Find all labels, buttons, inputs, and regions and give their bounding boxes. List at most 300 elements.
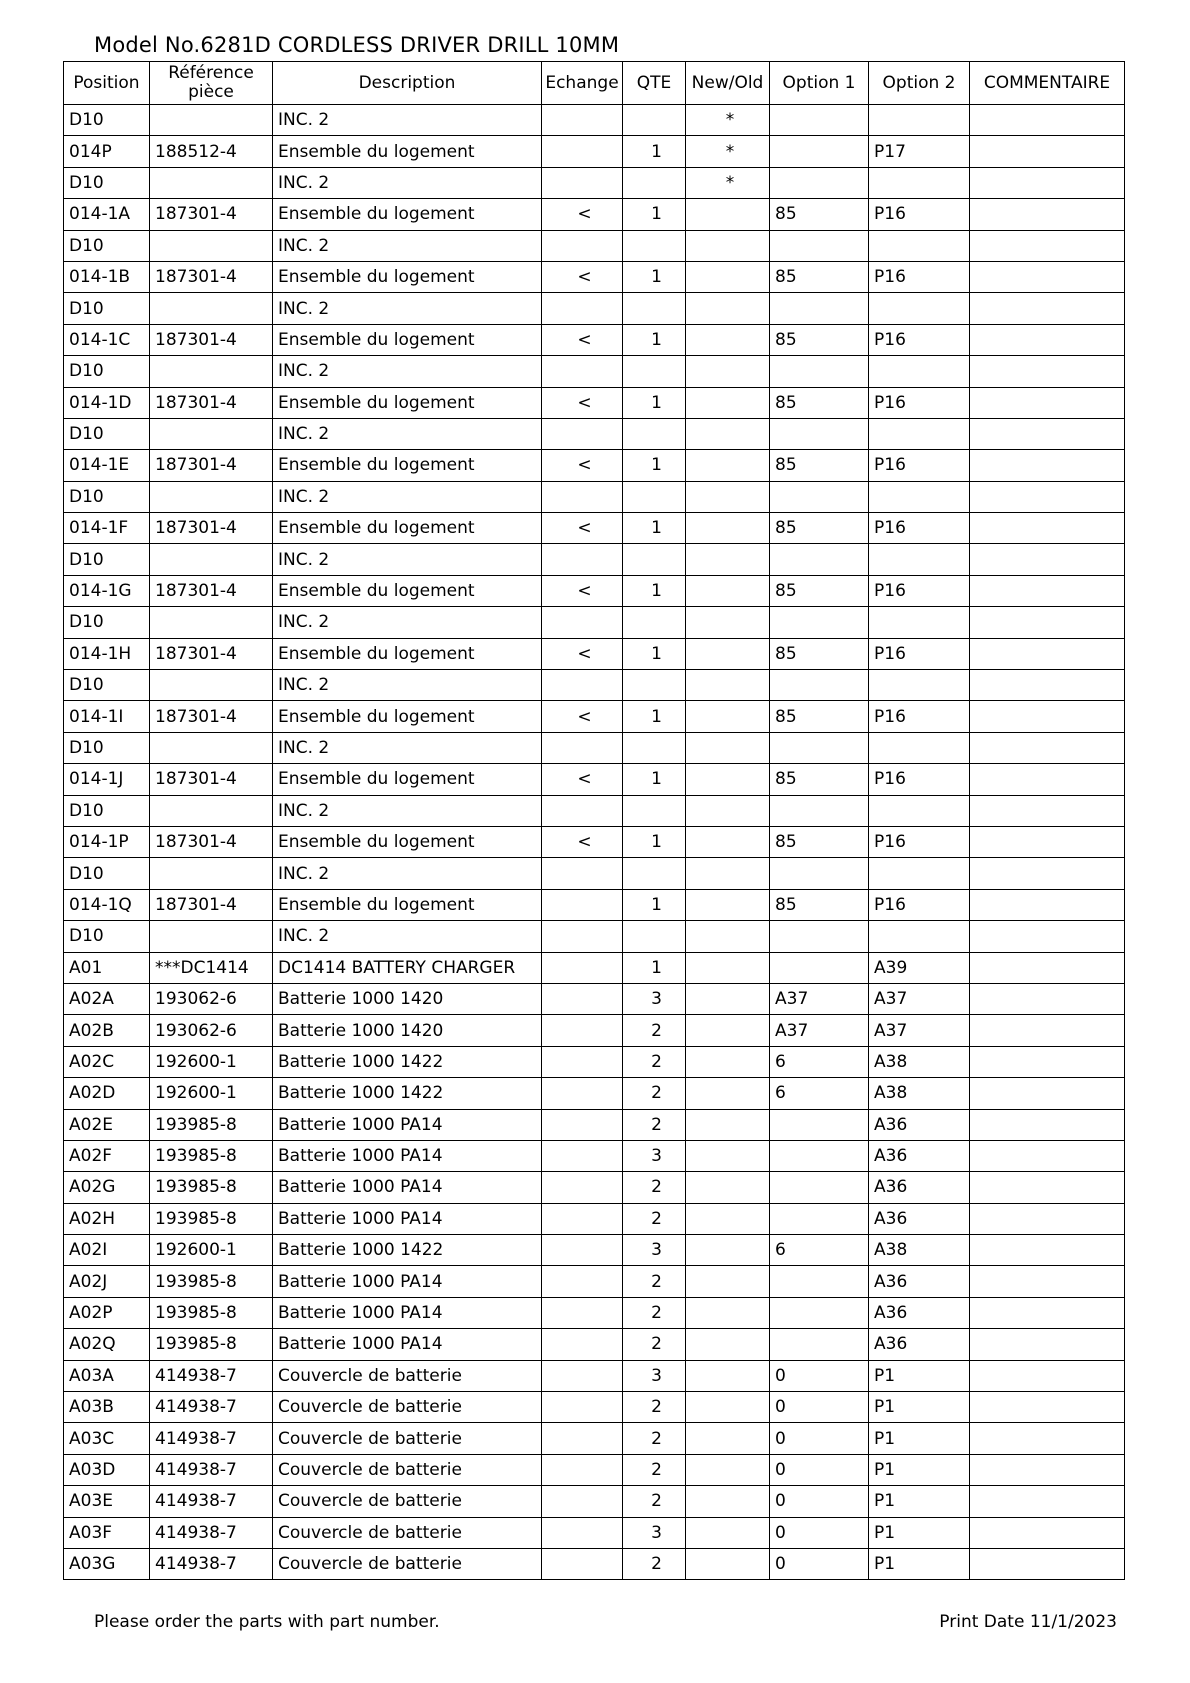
cell-position: A02P	[64, 1297, 150, 1328]
cell-new-old	[686, 293, 770, 324]
cell-description: INC. 2	[273, 670, 542, 701]
cell-option-1	[770, 952, 869, 983]
cell-description: Ensemble du logement	[273, 575, 542, 606]
cell-commentaire	[970, 481, 1125, 512]
cell-description: Ensemble du logement	[273, 387, 542, 418]
cell-position: A02E	[64, 1109, 150, 1140]
cell-new-old	[686, 1360, 770, 1391]
cell-qte: 2	[623, 1297, 686, 1328]
table-header-row	[64, 62, 1125, 105]
cell-reference: 193985-8	[150, 1297, 273, 1328]
cell-option-1	[770, 607, 869, 638]
cell-new-old	[686, 418, 770, 449]
cell-description: Ensemble du logement	[273, 889, 542, 920]
cell-description: INC. 2	[273, 230, 542, 261]
cell-commentaire	[970, 387, 1125, 418]
cell-option-2: P16	[869, 199, 970, 230]
cell-position: 014-1J	[64, 764, 150, 795]
cell-description: INC. 2	[273, 795, 542, 826]
cell-option-1	[770, 1297, 869, 1328]
cell-qte: 1	[623, 387, 686, 418]
cell-option-1: 0	[770, 1423, 869, 1454]
cell-option-2: P17	[869, 136, 970, 167]
cell-option-1: 85	[770, 826, 869, 857]
col-header-qte: QTE	[623, 62, 686, 105]
cell-option-2	[869, 858, 970, 889]
cell-echange	[542, 1360, 623, 1391]
cell-option-2: P16	[869, 764, 970, 795]
cell-commentaire	[970, 795, 1125, 826]
cell-qte: 2	[623, 1078, 686, 1109]
cell-echange	[542, 732, 623, 763]
cell-qte: 2	[623, 1329, 686, 1360]
cell-qte: 1	[623, 324, 686, 355]
cell-option-2: A36	[869, 1140, 970, 1171]
cell-new-old	[686, 732, 770, 763]
table-row	[64, 105, 1125, 136]
cell-option-2: A36	[869, 1297, 970, 1328]
cell-option-1: 0	[770, 1548, 869, 1579]
cell-commentaire	[970, 513, 1125, 544]
cell-commentaire	[970, 764, 1125, 795]
cell-reference: 193985-8	[150, 1172, 273, 1203]
cell-reference: 414938-7	[150, 1486, 273, 1517]
cell-qte: 1	[623, 952, 686, 983]
table-row	[64, 293, 1125, 324]
cell-option-2	[869, 481, 970, 512]
cell-description: Batterie 1000 PA14	[273, 1140, 542, 1171]
cell-option-2: P1	[869, 1423, 970, 1454]
cell-option-1: 6	[770, 1046, 869, 1077]
table-row	[64, 418, 1125, 449]
cell-echange: <	[542, 764, 623, 795]
cell-qte	[623, 167, 686, 198]
cell-commentaire	[970, 1329, 1125, 1360]
cell-new-old	[686, 1109, 770, 1140]
cell-option-2	[869, 795, 970, 826]
table-row	[64, 1015, 1125, 1046]
cell-commentaire	[970, 1140, 1125, 1171]
cell-position: 014-1P	[64, 826, 150, 857]
cell-option-1: 85	[770, 324, 869, 355]
cell-position: 014-1Q	[64, 889, 150, 920]
cell-option-2: A38	[869, 1078, 970, 1109]
cell-commentaire	[970, 670, 1125, 701]
cell-qte: 3	[623, 1235, 686, 1266]
table-row	[64, 1548, 1125, 1579]
cell-position: A03G	[64, 1548, 150, 1579]
cell-new-old	[686, 607, 770, 638]
cell-commentaire	[970, 136, 1125, 167]
cell-description: Couvercle de batterie	[273, 1517, 542, 1548]
cell-qte	[623, 544, 686, 575]
cell-echange: <	[542, 324, 623, 355]
table-row	[64, 1266, 1125, 1297]
cell-new-old	[686, 356, 770, 387]
cell-echange	[542, 167, 623, 198]
cell-position: A02J	[64, 1266, 150, 1297]
cell-new-old	[686, 513, 770, 544]
cell-echange	[542, 1486, 623, 1517]
table-row	[64, 889, 1125, 920]
cell-option-1: 0	[770, 1360, 869, 1391]
cell-commentaire	[970, 1266, 1125, 1297]
cell-option-2: A37	[869, 983, 970, 1014]
cell-commentaire	[970, 638, 1125, 669]
cell-description: Batterie 1000 PA14	[273, 1109, 542, 1140]
cell-commentaire	[970, 261, 1125, 292]
cell-option-1	[770, 858, 869, 889]
cell-position: A02D	[64, 1078, 150, 1109]
cell-option-1: 0	[770, 1454, 869, 1485]
table-row	[64, 1235, 1125, 1266]
cell-reference	[150, 418, 273, 449]
cell-position: 014-1D	[64, 387, 150, 418]
cell-commentaire	[970, 1015, 1125, 1046]
table-row	[64, 1486, 1125, 1517]
table-row	[64, 575, 1125, 606]
cell-qte: 1	[623, 199, 686, 230]
cell-description: INC. 2	[273, 418, 542, 449]
cell-option-2: P1	[869, 1548, 970, 1579]
cell-reference: 193985-8	[150, 1329, 273, 1360]
cell-option-1	[770, 1203, 869, 1234]
table-row	[64, 1203, 1125, 1234]
cell-position: D10	[64, 481, 150, 512]
cell-echange	[542, 418, 623, 449]
cell-commentaire	[970, 1172, 1125, 1203]
cell-option-1: 0	[770, 1517, 869, 1548]
table-row	[64, 450, 1125, 481]
cell-echange	[542, 795, 623, 826]
cell-reference: 187301-4	[150, 575, 273, 606]
cell-commentaire	[970, 732, 1125, 763]
col-header-reference: Référence pièce	[150, 62, 273, 105]
cell-option-2: A36	[869, 1329, 970, 1360]
cell-commentaire	[970, 826, 1125, 857]
cell-position: A02C	[64, 1046, 150, 1077]
cell-qte: 1	[623, 513, 686, 544]
cell-echange: <	[542, 387, 623, 418]
cell-position: D10	[64, 230, 150, 261]
cell-option-1	[770, 167, 869, 198]
table-row	[64, 136, 1125, 167]
cell-qte	[623, 795, 686, 826]
cell-commentaire	[970, 1454, 1125, 1485]
cell-option-1	[770, 136, 869, 167]
cell-position: D10	[64, 105, 150, 136]
cell-description: Couvercle de batterie	[273, 1454, 542, 1485]
table-row	[64, 638, 1125, 669]
cell-option-2	[869, 921, 970, 952]
cell-new-old	[686, 481, 770, 512]
col-header-option-2: Option 2	[869, 62, 970, 105]
cell-description: Batterie 1000 PA14	[273, 1297, 542, 1328]
table-row	[64, 481, 1125, 512]
cell-new-old	[686, 1203, 770, 1234]
cell-new-old	[686, 764, 770, 795]
cell-qte: 1	[623, 764, 686, 795]
cell-position: D10	[64, 732, 150, 763]
cell-reference: 187301-4	[150, 826, 273, 857]
cell-echange	[542, 1172, 623, 1203]
cell-description: Ensemble du logement	[273, 513, 542, 544]
cell-echange: <	[542, 575, 623, 606]
cell-option-1: 85	[770, 387, 869, 418]
cell-commentaire	[970, 450, 1125, 481]
table-row	[64, 1297, 1125, 1328]
cell-option-1: 85	[770, 199, 869, 230]
cell-commentaire	[970, 544, 1125, 575]
table-row	[64, 1172, 1125, 1203]
cell-option-2: P16	[869, 701, 970, 732]
cell-option-2	[869, 293, 970, 324]
print-date: Print Date 11/1/2023	[939, 1612, 1117, 1632]
cell-reference: 414938-7	[150, 1423, 273, 1454]
cell-option-1	[770, 670, 869, 701]
cell-description: Couvercle de batterie	[273, 1423, 542, 1454]
table-row	[64, 356, 1125, 387]
cell-description: Batterie 1000 PA14	[273, 1266, 542, 1297]
cell-description: Batterie 1000 1420	[273, 1015, 542, 1046]
cell-option-2: P16	[869, 575, 970, 606]
cell-commentaire	[970, 199, 1125, 230]
page-title: Model No.6281D CORDLESS DRIVER DRILL 10MM	[94, 33, 620, 57]
cell-qte	[623, 670, 686, 701]
cell-option-2: P1	[869, 1360, 970, 1391]
cell-qte	[623, 607, 686, 638]
cell-description: INC. 2	[273, 544, 542, 575]
table-row	[64, 387, 1125, 418]
cell-echange	[542, 293, 623, 324]
cell-description: INC. 2	[273, 858, 542, 889]
cell-option-2: A38	[869, 1235, 970, 1266]
table-row	[64, 1360, 1125, 1391]
cell-description: Ensemble du logement	[273, 261, 542, 292]
cell-commentaire	[970, 1297, 1125, 1328]
cell-position: D10	[64, 670, 150, 701]
cell-position: 014-1C	[64, 324, 150, 355]
cell-option-1: 85	[770, 889, 869, 920]
cell-reference: 192600-1	[150, 1078, 273, 1109]
cell-echange	[542, 356, 623, 387]
cell-reference: 193985-8	[150, 1140, 273, 1171]
table-row	[64, 921, 1125, 952]
table-row	[64, 858, 1125, 889]
cell-description: Couvercle de batterie	[273, 1486, 542, 1517]
cell-option-1: 85	[770, 261, 869, 292]
cell-new-old	[686, 795, 770, 826]
cell-option-2: A36	[869, 1266, 970, 1297]
cell-option-2: P1	[869, 1392, 970, 1423]
table-row	[64, 764, 1125, 795]
cell-commentaire	[970, 858, 1125, 889]
cell-reference	[150, 481, 273, 512]
cell-commentaire	[970, 701, 1125, 732]
cell-new-old	[686, 324, 770, 355]
cell-description: Batterie 1000 1420	[273, 983, 542, 1014]
cell-position: A02Q	[64, 1329, 150, 1360]
cell-option-1	[770, 1140, 869, 1171]
cell-reference: ***DC1414	[150, 952, 273, 983]
cell-reference: 193062-6	[150, 1015, 273, 1046]
cell-new-old	[686, 1329, 770, 1360]
cell-description: INC. 2	[273, 356, 542, 387]
cell-position: 014-1H	[64, 638, 150, 669]
cell-echange	[542, 1046, 623, 1077]
table-row	[64, 1329, 1125, 1360]
cell-reference: 193985-8	[150, 1203, 273, 1234]
cell-description: INC. 2	[273, 481, 542, 512]
cell-echange	[542, 1140, 623, 1171]
cell-option-1	[770, 1329, 869, 1360]
cell-position: D10	[64, 921, 150, 952]
cell-reference	[150, 795, 273, 826]
cell-position: A03B	[64, 1392, 150, 1423]
cell-new-old	[686, 1423, 770, 1454]
cell-description: INC. 2	[273, 732, 542, 763]
cell-reference	[150, 607, 273, 638]
cell-position: D10	[64, 356, 150, 387]
cell-commentaire	[970, 1392, 1125, 1423]
cell-commentaire	[970, 1360, 1125, 1391]
cell-commentaire	[970, 983, 1125, 1014]
cell-description: Batterie 1000 1422	[273, 1078, 542, 1109]
cell-option-2: A39	[869, 952, 970, 983]
cell-echange	[542, 1517, 623, 1548]
cell-new-old	[686, 952, 770, 983]
cell-commentaire	[970, 293, 1125, 324]
cell-echange	[542, 889, 623, 920]
cell-echange: <	[542, 450, 623, 481]
cell-new-old	[686, 858, 770, 889]
cell-option-2	[869, 670, 970, 701]
cell-echange	[542, 1266, 623, 1297]
cell-commentaire	[970, 167, 1125, 198]
cell-reference: 192600-1	[150, 1046, 273, 1077]
cell-description: Ensemble du logement	[273, 324, 542, 355]
cell-new-old	[686, 983, 770, 1014]
cell-new-old	[686, 638, 770, 669]
cell-commentaire	[970, 889, 1125, 920]
cell-new-old	[686, 544, 770, 575]
cell-reference: 414938-7	[150, 1360, 273, 1391]
cell-description: INC. 2	[273, 921, 542, 952]
cell-description: DC1414 BATTERY CHARGER	[273, 952, 542, 983]
cell-echange	[542, 105, 623, 136]
cell-option-2: A36	[869, 1109, 970, 1140]
cell-position: A02G	[64, 1172, 150, 1203]
cell-new-old	[686, 575, 770, 606]
cell-description: Ensemble du logement	[273, 764, 542, 795]
cell-option-2: P16	[869, 261, 970, 292]
table-row	[64, 1109, 1125, 1140]
cell-option-1	[770, 1109, 869, 1140]
cell-position: D10	[64, 167, 150, 198]
cell-position: A03E	[64, 1486, 150, 1517]
cell-option-2: A38	[869, 1046, 970, 1077]
cell-position: A02I	[64, 1235, 150, 1266]
cell-option-1	[770, 732, 869, 763]
cell-new-old	[686, 1015, 770, 1046]
cell-position: A03A	[64, 1360, 150, 1391]
cell-reference: 187301-4	[150, 638, 273, 669]
cell-new-old	[686, 1172, 770, 1203]
cell-description: Batterie 1000 PA14	[273, 1203, 542, 1234]
cell-option-2	[869, 167, 970, 198]
parts-table-body	[64, 105, 1125, 1580]
cell-qte: 2	[623, 1172, 686, 1203]
cell-commentaire	[970, 418, 1125, 449]
cell-reference	[150, 167, 273, 198]
table-row	[64, 544, 1125, 575]
cell-qte	[623, 293, 686, 324]
cell-position: 014-1B	[64, 261, 150, 292]
cell-option-2	[869, 607, 970, 638]
col-header-new-old: New/Old	[686, 62, 770, 105]
cell-reference: 193985-8	[150, 1109, 273, 1140]
cell-reference: 187301-4	[150, 764, 273, 795]
cell-qte: 2	[623, 1015, 686, 1046]
cell-qte	[623, 481, 686, 512]
cell-commentaire	[970, 952, 1125, 983]
cell-description: Ensemble du logement	[273, 136, 542, 167]
cell-new-old: *	[686, 105, 770, 136]
cell-commentaire	[970, 324, 1125, 355]
cell-commentaire	[970, 230, 1125, 261]
cell-echange	[542, 1392, 623, 1423]
cell-option-2	[869, 544, 970, 575]
cell-qte: 1	[623, 826, 686, 857]
cell-option-1: 0	[770, 1392, 869, 1423]
cell-echange	[542, 1329, 623, 1360]
cell-echange: <	[542, 261, 623, 292]
cell-reference	[150, 670, 273, 701]
cell-qte: 1	[623, 701, 686, 732]
cell-qte: 1	[623, 638, 686, 669]
cell-reference	[150, 293, 273, 324]
cell-new-old	[686, 1078, 770, 1109]
cell-description: INC. 2	[273, 105, 542, 136]
cell-description: Ensemble du logement	[273, 826, 542, 857]
cell-new-old	[686, 199, 770, 230]
cell-qte: 1	[623, 136, 686, 167]
table-row	[64, 1423, 1125, 1454]
table-row	[64, 826, 1125, 857]
cell-qte: 1	[623, 575, 686, 606]
cell-position: D10	[64, 418, 150, 449]
cell-qte	[623, 921, 686, 952]
cell-description: Ensemble du logement	[273, 199, 542, 230]
cell-qte	[623, 105, 686, 136]
cell-position: D10	[64, 293, 150, 324]
cell-option-1: 6	[770, 1235, 869, 1266]
table-row	[64, 795, 1125, 826]
cell-option-1: A37	[770, 983, 869, 1014]
cell-option-2	[869, 732, 970, 763]
col-header-description: Description	[273, 62, 542, 105]
cell-echange: <	[542, 638, 623, 669]
cell-option-1	[770, 795, 869, 826]
cell-echange: <	[542, 701, 623, 732]
cell-echange: <	[542, 513, 623, 544]
cell-commentaire	[970, 1517, 1125, 1548]
cell-echange	[542, 607, 623, 638]
cell-new-old	[686, 1454, 770, 1485]
cell-commentaire	[970, 105, 1125, 136]
cell-commentaire	[970, 356, 1125, 387]
table-row	[64, 732, 1125, 763]
